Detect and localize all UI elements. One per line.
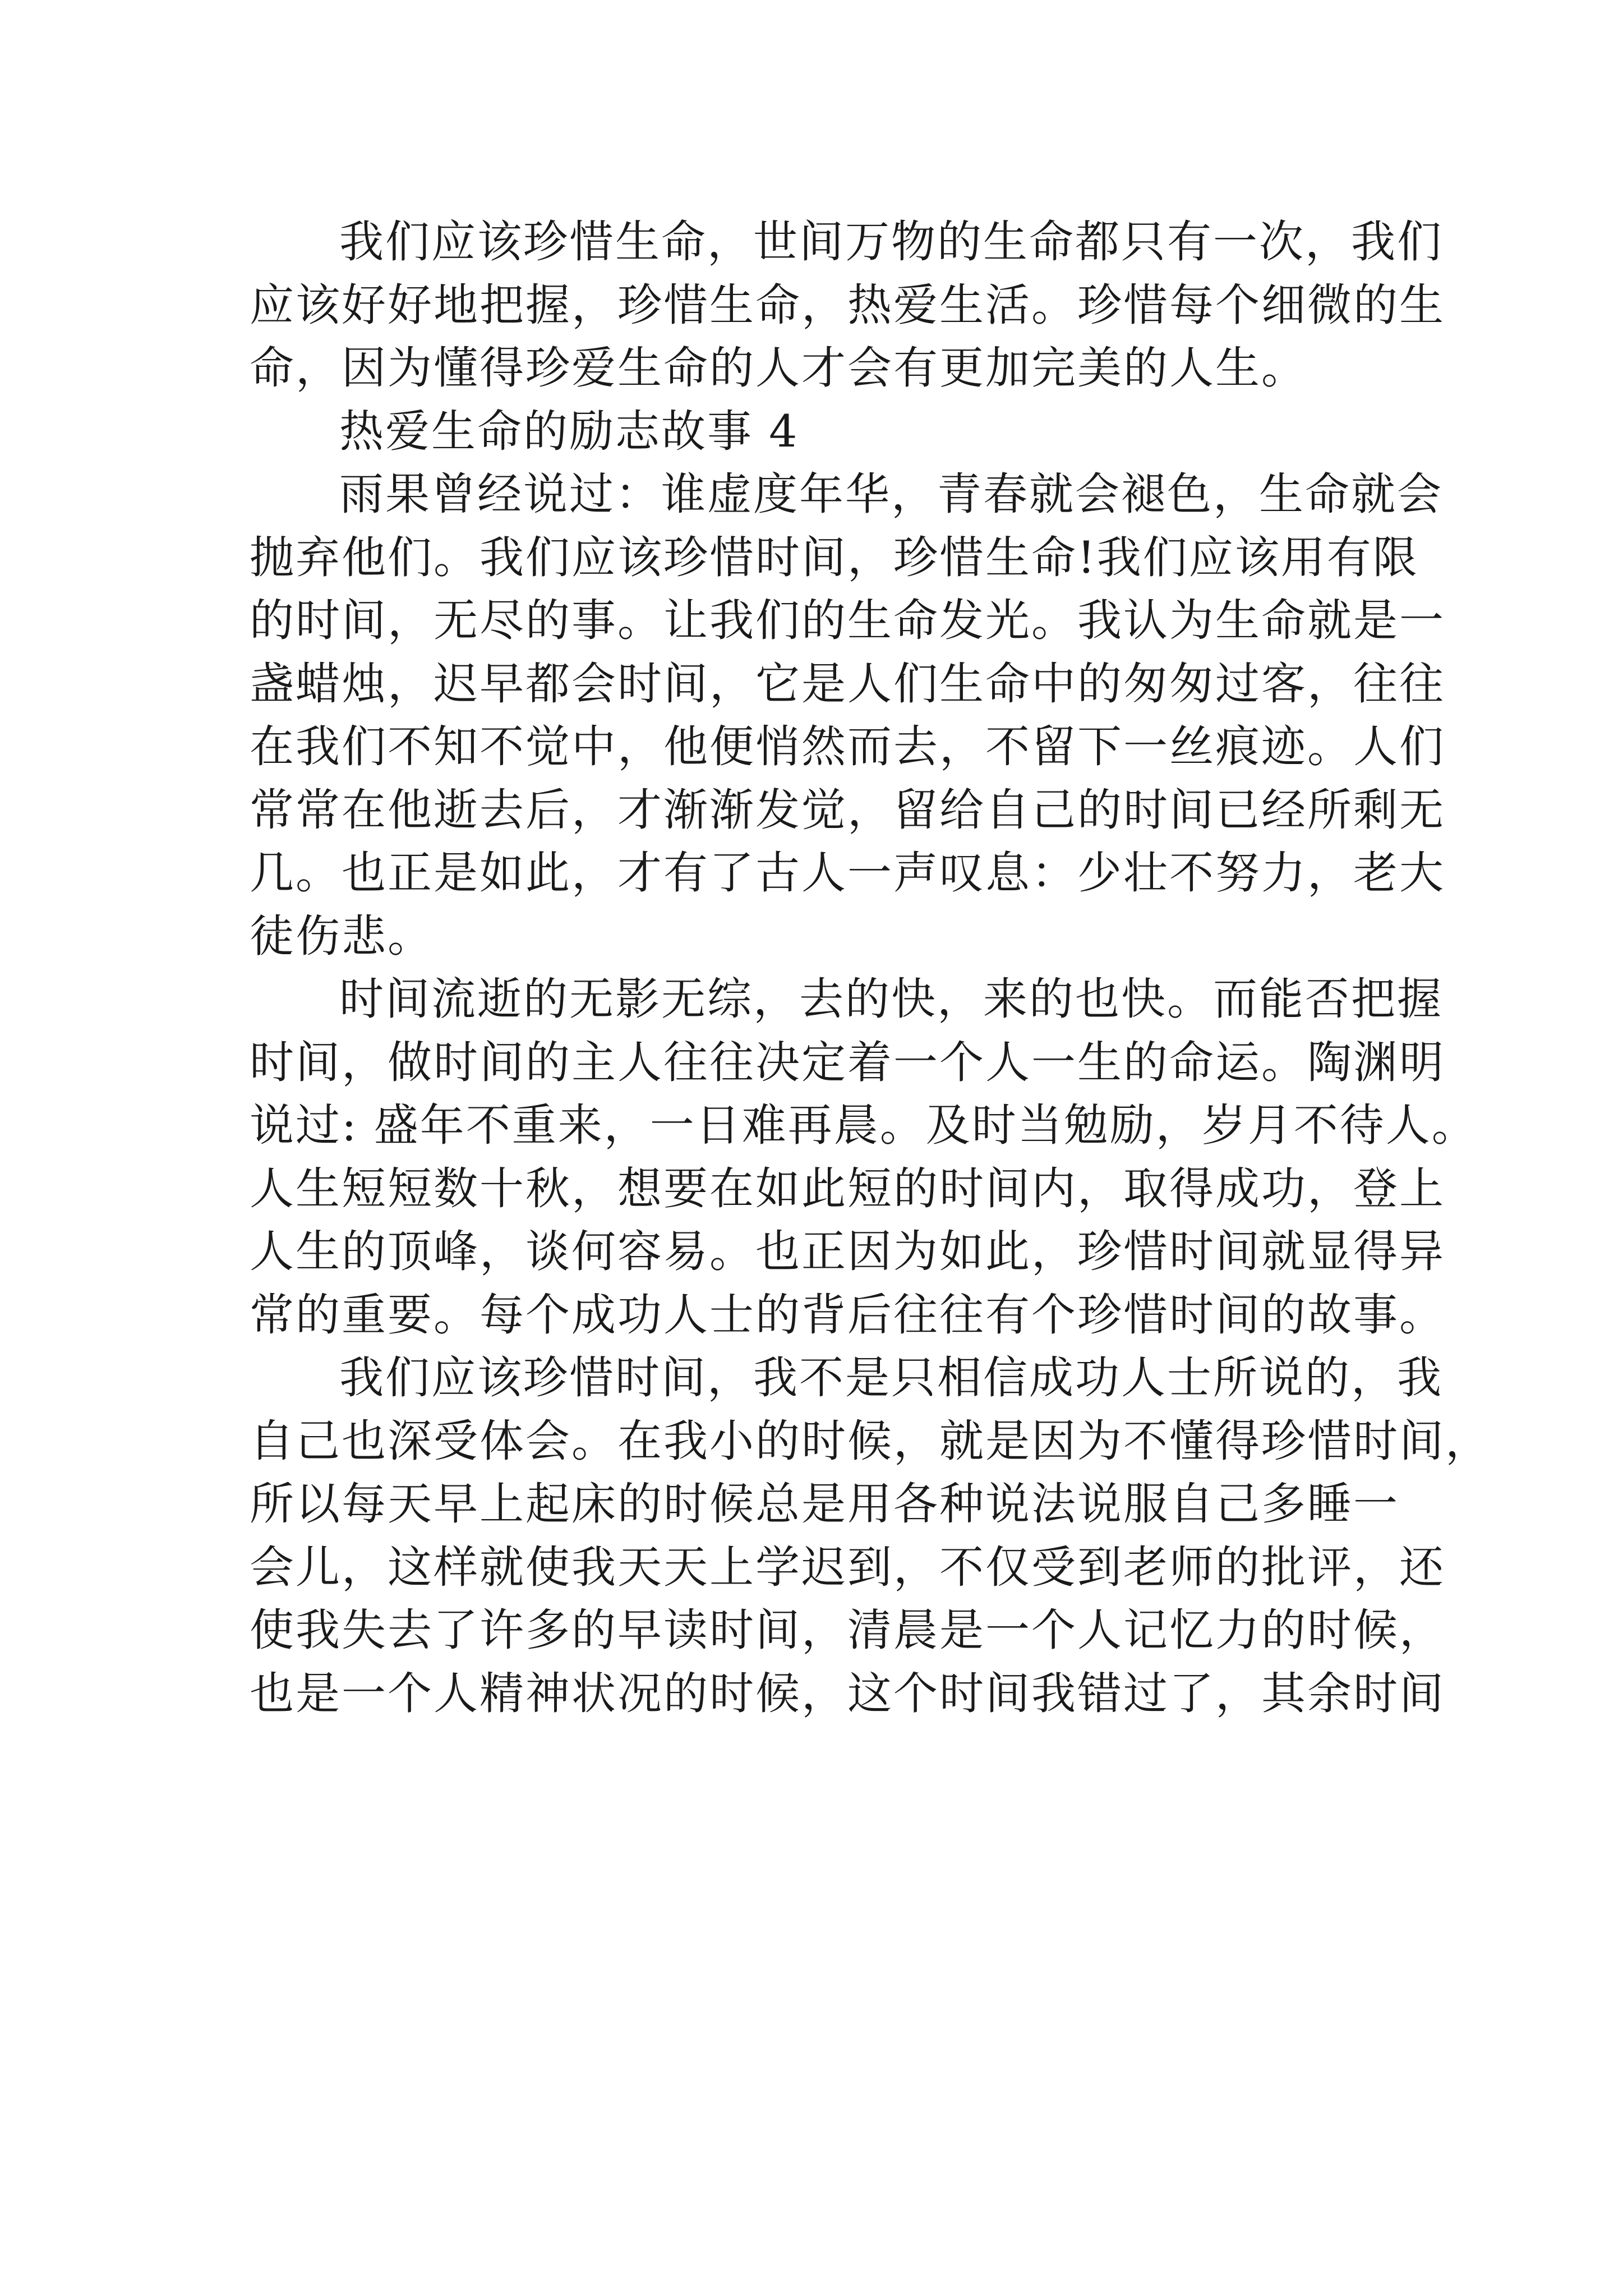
text-line: 时间，做时间的主人往往决定着一个人一生的命运。陶渊明 [250,1036,1445,1088]
heading-text: 热爱生命的励志故事 4 [339,405,799,457]
text-line: 我们应该珍惜时间，我不是只相信成功人士所说的，我 [339,1352,1443,1404]
text-line: 抛弃他们。我们应该珍惜时间，珍惜生命!我们应该用有限 [250,531,1419,583]
text-line: 常常在他逝去后，才渐渐发觉，留给自己的时间已经所剩无 [250,784,1445,836]
document-body [250,210,1491,1725]
text-line: 会儿，这样就使我天天上学迟到，不仅受到老师的批评，还 [250,1541,1445,1593]
paragraph-3 [250,968,1478,1346]
paragraph-2 [250,463,1445,968]
text-line: 说过: 盛年不重来，一日难再晨。及时当勉励，岁月不待人。 [250,1099,1478,1151]
text-line: 应该好好地把握，珍惜生命，热爱生活。珍惜每个细微的生 [250,279,1445,331]
text-line: 在我们不知不觉中，他便悄然而去，不留下一丝痕迹。人们 [250,721,1445,772]
text-line: 我们应该珍惜生命，世间万物的生命都只有一次，我们 [339,216,1443,268]
text-line: 所以每天早上起床的时候总是用各种说法说服自己多睡一 [250,1478,1399,1530]
text-line: 雨果曾经说过：谁虚度年华，青春就会褪色，生命就会 [339,468,1443,520]
section-heading [250,400,1394,463]
text-line: 人生短短数十秋，想要在如此短的时间内，取得成功，登上 [250,1162,1445,1214]
text-line: 盏蜡烛，迟早都会时间，它是人们生命中的匆匆过客，往往 [250,657,1445,710]
text-line: 也是一个人精神状况的时候，这个时间我错过了，其余时间 [250,1667,1445,1719]
text-line: 的时间，无尽的事。让我们的生命发光。我认为生命就是一 [250,595,1445,646]
paragraph-1 [250,210,1445,400]
text-line: 时间流逝的无影无综，去的快，来的也快。而能否把握 [339,973,1443,1025]
text-line: 几。也正是如此，才有了古人一声叹息：少壮不努力，老大 [250,847,1445,899]
text-line: 徒伤悲。 [250,910,434,962]
paragraph-4 [250,1346,1491,1725]
text-line: 自己也深受体会。在我小的时候，就是因为不懂得珍惜时间， [250,1415,1491,1467]
text-line: 人生的顶峰，谈何容易。也正因为如此，珍惜时间就显得异 [250,1226,1445,1277]
text-line: 使我失去了许多的早读时间，清晨是一个人记忆力的时候， [250,1604,1445,1656]
text-line: 命，因为懂得珍爱生命的人才会有更加完美的人生。 [250,342,1307,394]
text-line: 常的重要。每个成功人士的背后往往有个珍惜时间的故事。 [250,1289,1445,1341]
